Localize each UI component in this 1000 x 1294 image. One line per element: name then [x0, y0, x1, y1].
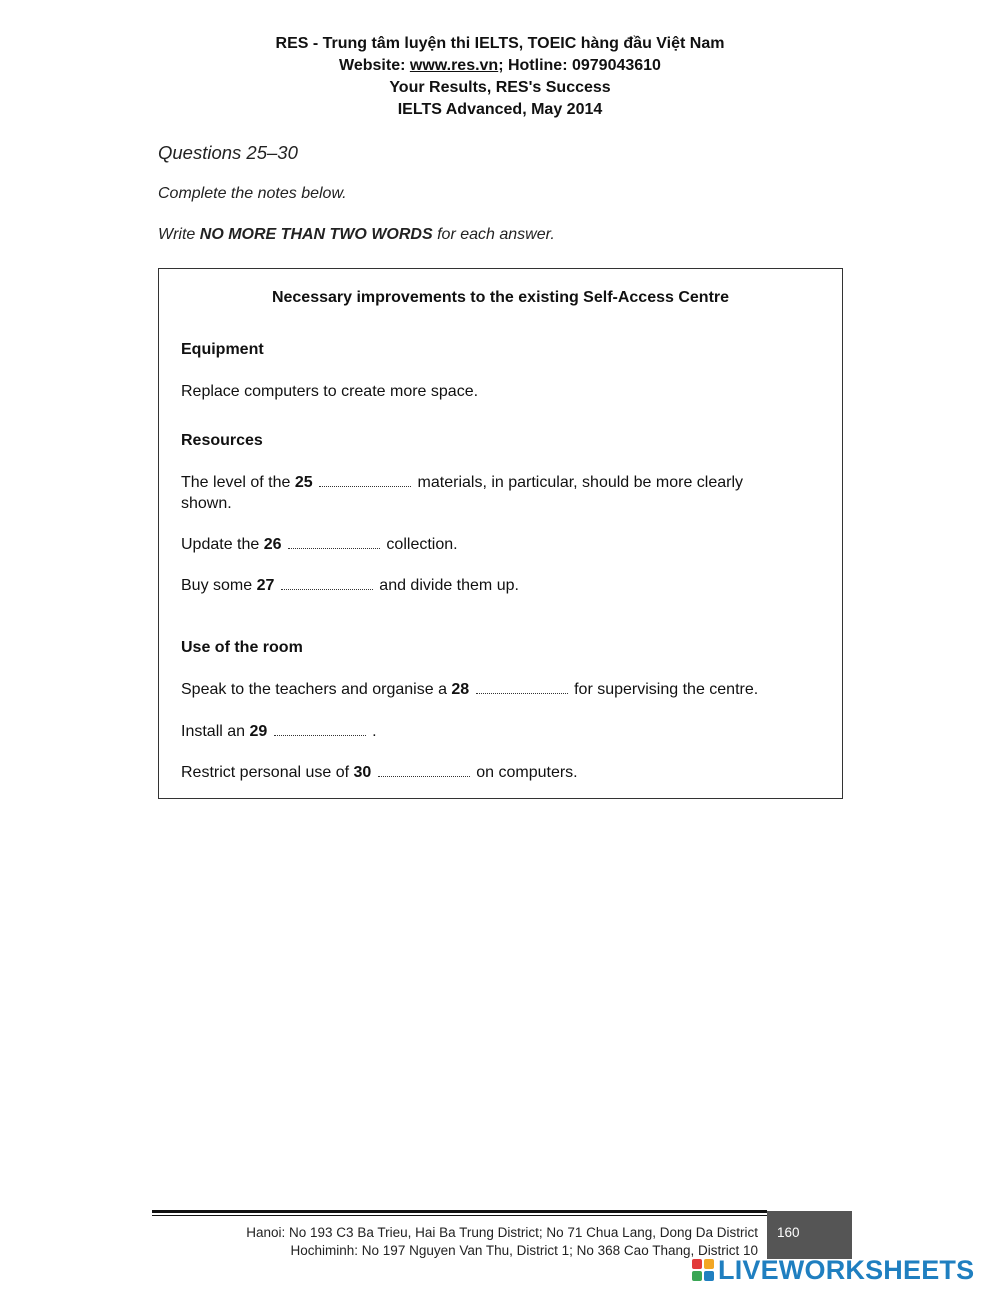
q28-post: for supervising the centre.: [569, 681, 759, 698]
section-room-heading: Use of the room: [181, 639, 303, 656]
answer-gap-30[interactable]: [378, 764, 470, 777]
answer-gap-25[interactable]: [319, 474, 411, 487]
footer-hcm: Hochiminh: No 197 Nguyen Van Thu, District 1; No 368 Cao Thang, District 10: [290, 1243, 758, 1258]
instruction-word-limit: [158, 226, 555, 244]
question-29-line: [181, 721, 377, 742]
footer-hanoi: Hanoi: No 193 C3 Ba Trieu, Hai Ba Trung District; No 71 Chua Lang, Dong Da District: [246, 1225, 758, 1240]
hotline-text: ; Hotline: 0979043610: [498, 57, 661, 74]
footer-divider-thick: [152, 1210, 767, 1213]
q28-pre: Speak to the teachers and organise a: [181, 681, 452, 698]
q29-number: 29: [249, 723, 268, 740]
notes-title: Necessary improvements to the existing Self-Access Centre: [271, 289, 730, 306]
q26-number: 26: [263, 536, 282, 553]
q27-post: and divide them up.: [374, 577, 519, 594]
answer-gap-29[interactable]: [274, 723, 366, 736]
instruction-complete: Complete the notes below.: [158, 185, 347, 202]
logo-square-3: [692, 1271, 702, 1281]
answer-gap-27[interactable]: [281, 577, 373, 590]
q30-pre: Restrict personal use of: [181, 764, 354, 781]
instruction-pre: Write: [158, 226, 200, 243]
instruction-post: for each answer.: [432, 226, 555, 243]
liveworksheets-logo-icon: [692, 1259, 714, 1281]
document-header: [0, 33, 1000, 121]
section-equipment-heading: Equipment: [181, 341, 264, 358]
question-27-line: [181, 575, 519, 596]
q25-number: 25: [294, 474, 313, 491]
website-label: Website:: [339, 57, 410, 74]
q27-pre: Buy some: [181, 577, 257, 594]
header-line-1: RES - Trung tâm luyện thi IELTS, TOEIC hàng đầu Việt Nam: [275, 35, 725, 52]
footer-divider-thin: [152, 1215, 767, 1216]
question-25-line: [181, 472, 743, 514]
logo-square-1: [692, 1259, 702, 1269]
question-28-line: [181, 679, 758, 700]
q29-pre: Install an: [181, 723, 250, 740]
answer-gap-28[interactable]: [476, 681, 568, 694]
logo-square-2: [704, 1259, 714, 1269]
q29-post: .: [367, 723, 377, 740]
q28-number: 28: [451, 681, 470, 698]
q25-cont: shown.: [181, 495, 232, 512]
q30-number: 30: [353, 764, 372, 781]
header-line-3: Your Results, RES's Success: [389, 79, 611, 96]
logo-square-4: [704, 1271, 714, 1281]
answer-gap-26[interactable]: [288, 536, 380, 549]
q26-post: collection.: [381, 536, 458, 553]
footer-addresses: [152, 1224, 758, 1260]
website-link[interactable]: www.res.vn: [409, 57, 499, 74]
q25-post: materials, in particular, should be more clearly: [413, 474, 744, 491]
questions-title: Questions 25–30: [158, 142, 298, 163]
header-line-4: IELTS Advanced, May 2014: [397, 101, 603, 118]
liveworksheets-watermark: [692, 1256, 974, 1284]
q25-pre: The level of the: [181, 474, 295, 491]
equipment-line: Replace computers to create more space.: [181, 383, 479, 400]
instruction-bold: NO MORE THAN TWO WORDS: [199, 226, 433, 243]
q27-number: 27: [256, 577, 275, 594]
q26-pre: Update the: [181, 536, 264, 553]
question-30-line: [181, 762, 578, 783]
header-line-2: [0, 55, 1000, 77]
section-resources-heading: Resources: [181, 432, 263, 449]
liveworksheets-text: LIVEWORKSHEETS: [718, 1254, 975, 1285]
question-26-line: [181, 534, 458, 555]
notes-box: [158, 268, 843, 799]
q30-post: on computers.: [471, 764, 578, 781]
page-number: 160: [767, 1211, 852, 1259]
